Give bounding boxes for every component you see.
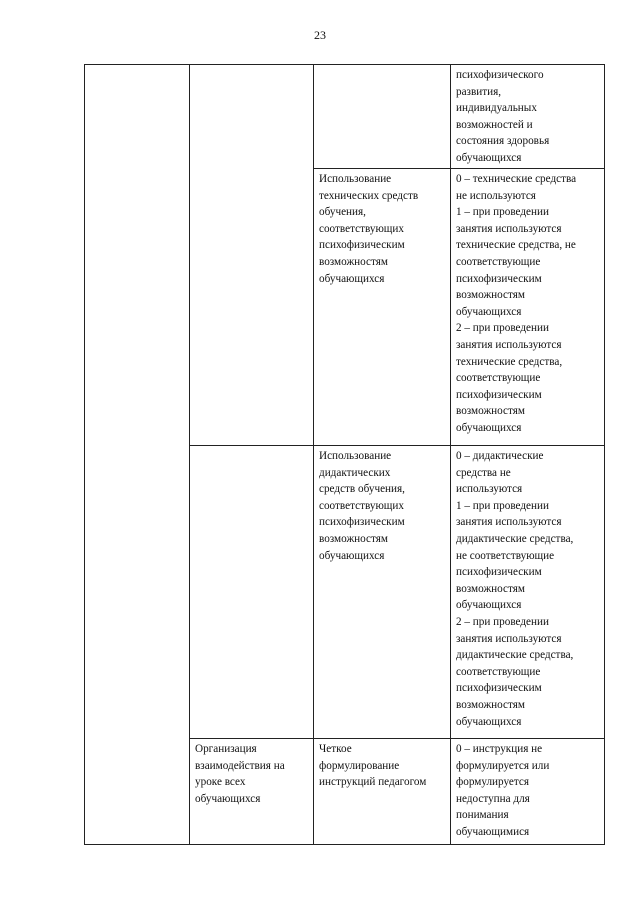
row1-col4-cell: психофизического развития, индивидуальных возможностей и состояния здоровья обучающихся: [456, 69, 550, 164]
column-divider-1: [189, 64, 190, 845]
page-number: 23: [314, 28, 326, 42]
row-divider-3: [189, 738, 605, 739]
row-divider-1: [313, 168, 605, 169]
table-border-right: [604, 64, 605, 845]
row2-col4-cell: 0 – технические средства не используются 1 – при проведении занятия используются технические средства, не соответствующие психофизическим возможностям обучающихся 2 – при проведении занятия используются технические средства, соответствующие психофизическим возможностям обучающихся: [456, 173, 577, 434]
row3-col3-cell: Использование дидактических средств обучения, соответствующих психофизическим возможностям обучающихся: [319, 450, 405, 562]
row4-col3-cell: Четкое формулирование инструкций педагогом: [319, 743, 427, 789]
row4-col2-cell: Организация взаимодействия на уроке всех обучающихся: [195, 743, 285, 805]
row2-col3-cell: Использование технических средств обучения, соответствующих психофизическим возможностям обучающихся: [319, 173, 419, 285]
column-divider-2: [313, 64, 314, 845]
column-divider-3: [450, 64, 451, 845]
table-border-bottom: [84, 844, 605, 845]
table-border-left: [84, 64, 85, 845]
row4-col4-cell: 0 – инструкция не формулируется или формулируется недоступна для понимания обучающимися: [456, 743, 550, 838]
row-divider-2: [189, 445, 605, 446]
row3-col4-cell: 0 – дидактические средства не используются 1 – при проведении занятия используются дидактические средства, не соответствующие психофизическим возможностям обучающихся 2 – при проведении занятия используются дидактические средства, соответствующие психофизическим возможностям обучающихся: [456, 450, 574, 728]
criteria-table: [84, 64, 605, 845]
table-border-top: [84, 64, 605, 65]
